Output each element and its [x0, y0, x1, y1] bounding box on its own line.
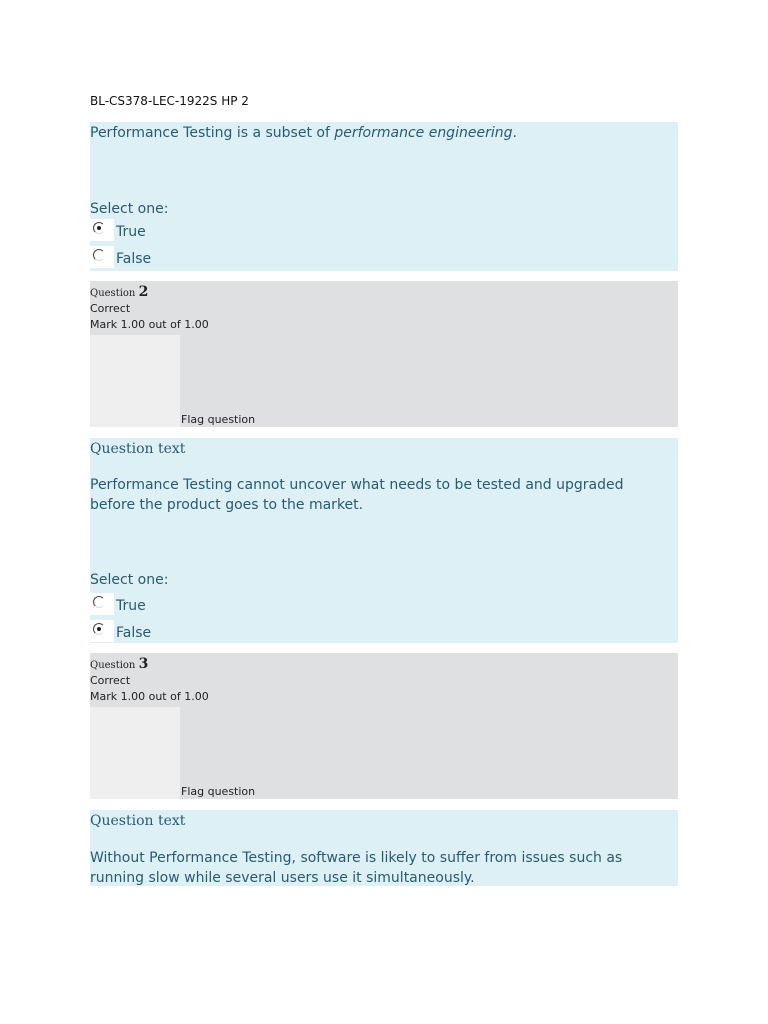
question-3-block [90, 810, 678, 886]
select-one-label: Select one: [90, 201, 169, 217]
select-one-label: Select one: [90, 572, 169, 588]
flag-placeholder [90, 707, 180, 799]
radio-unchecked-icon[interactable] [93, 249, 105, 261]
question-state: Correct [90, 302, 131, 315]
radio-checked-icon[interactable] [93, 222, 105, 234]
course-header: BL-CS378-LEC-1922S HP 2 [90, 94, 249, 108]
question-number: Question 3 [90, 656, 149, 672]
option-true[interactable]: True [90, 219, 230, 241]
flag-question-link[interactable]: Flag question [181, 785, 256, 798]
question-mark: Mark 1.00 out of 1.00 [90, 318, 209, 331]
radio-checked-icon[interactable] [93, 623, 105, 635]
flag-question-link[interactable]: Flag question [181, 413, 256, 426]
question-text-heading: Question text [90, 813, 186, 829]
question-number: Question 2 [90, 284, 149, 300]
option-true[interactable]: True [90, 593, 230, 615]
radio-unchecked-icon[interactable] [93, 596, 105, 608]
option-false[interactable]: False [90, 246, 230, 268]
question-2-block [90, 438, 678, 643]
question-2-info [90, 281, 678, 427]
question-1-block [90, 122, 678, 271]
option-false[interactable]: False [90, 620, 230, 642]
question-2-text: Performance Testing cannot uncover what needs to be tested and upgraded before the product goes to the market. [90, 477, 624, 513]
question-3-text: Without Performance Testing, software is likely to suffer from issues such as running slow while several users use it simultaneously. [90, 850, 623, 886]
question-1-text: Performance Testing is a subset of performance engineering. [90, 125, 517, 141]
question-text-heading: Question text [90, 441, 186, 457]
question-state: Correct [90, 674, 131, 687]
flag-placeholder [90, 335, 180, 427]
question-mark: Mark 1.00 out of 1.00 [90, 690, 209, 703]
question-3-info [90, 653, 678, 799]
